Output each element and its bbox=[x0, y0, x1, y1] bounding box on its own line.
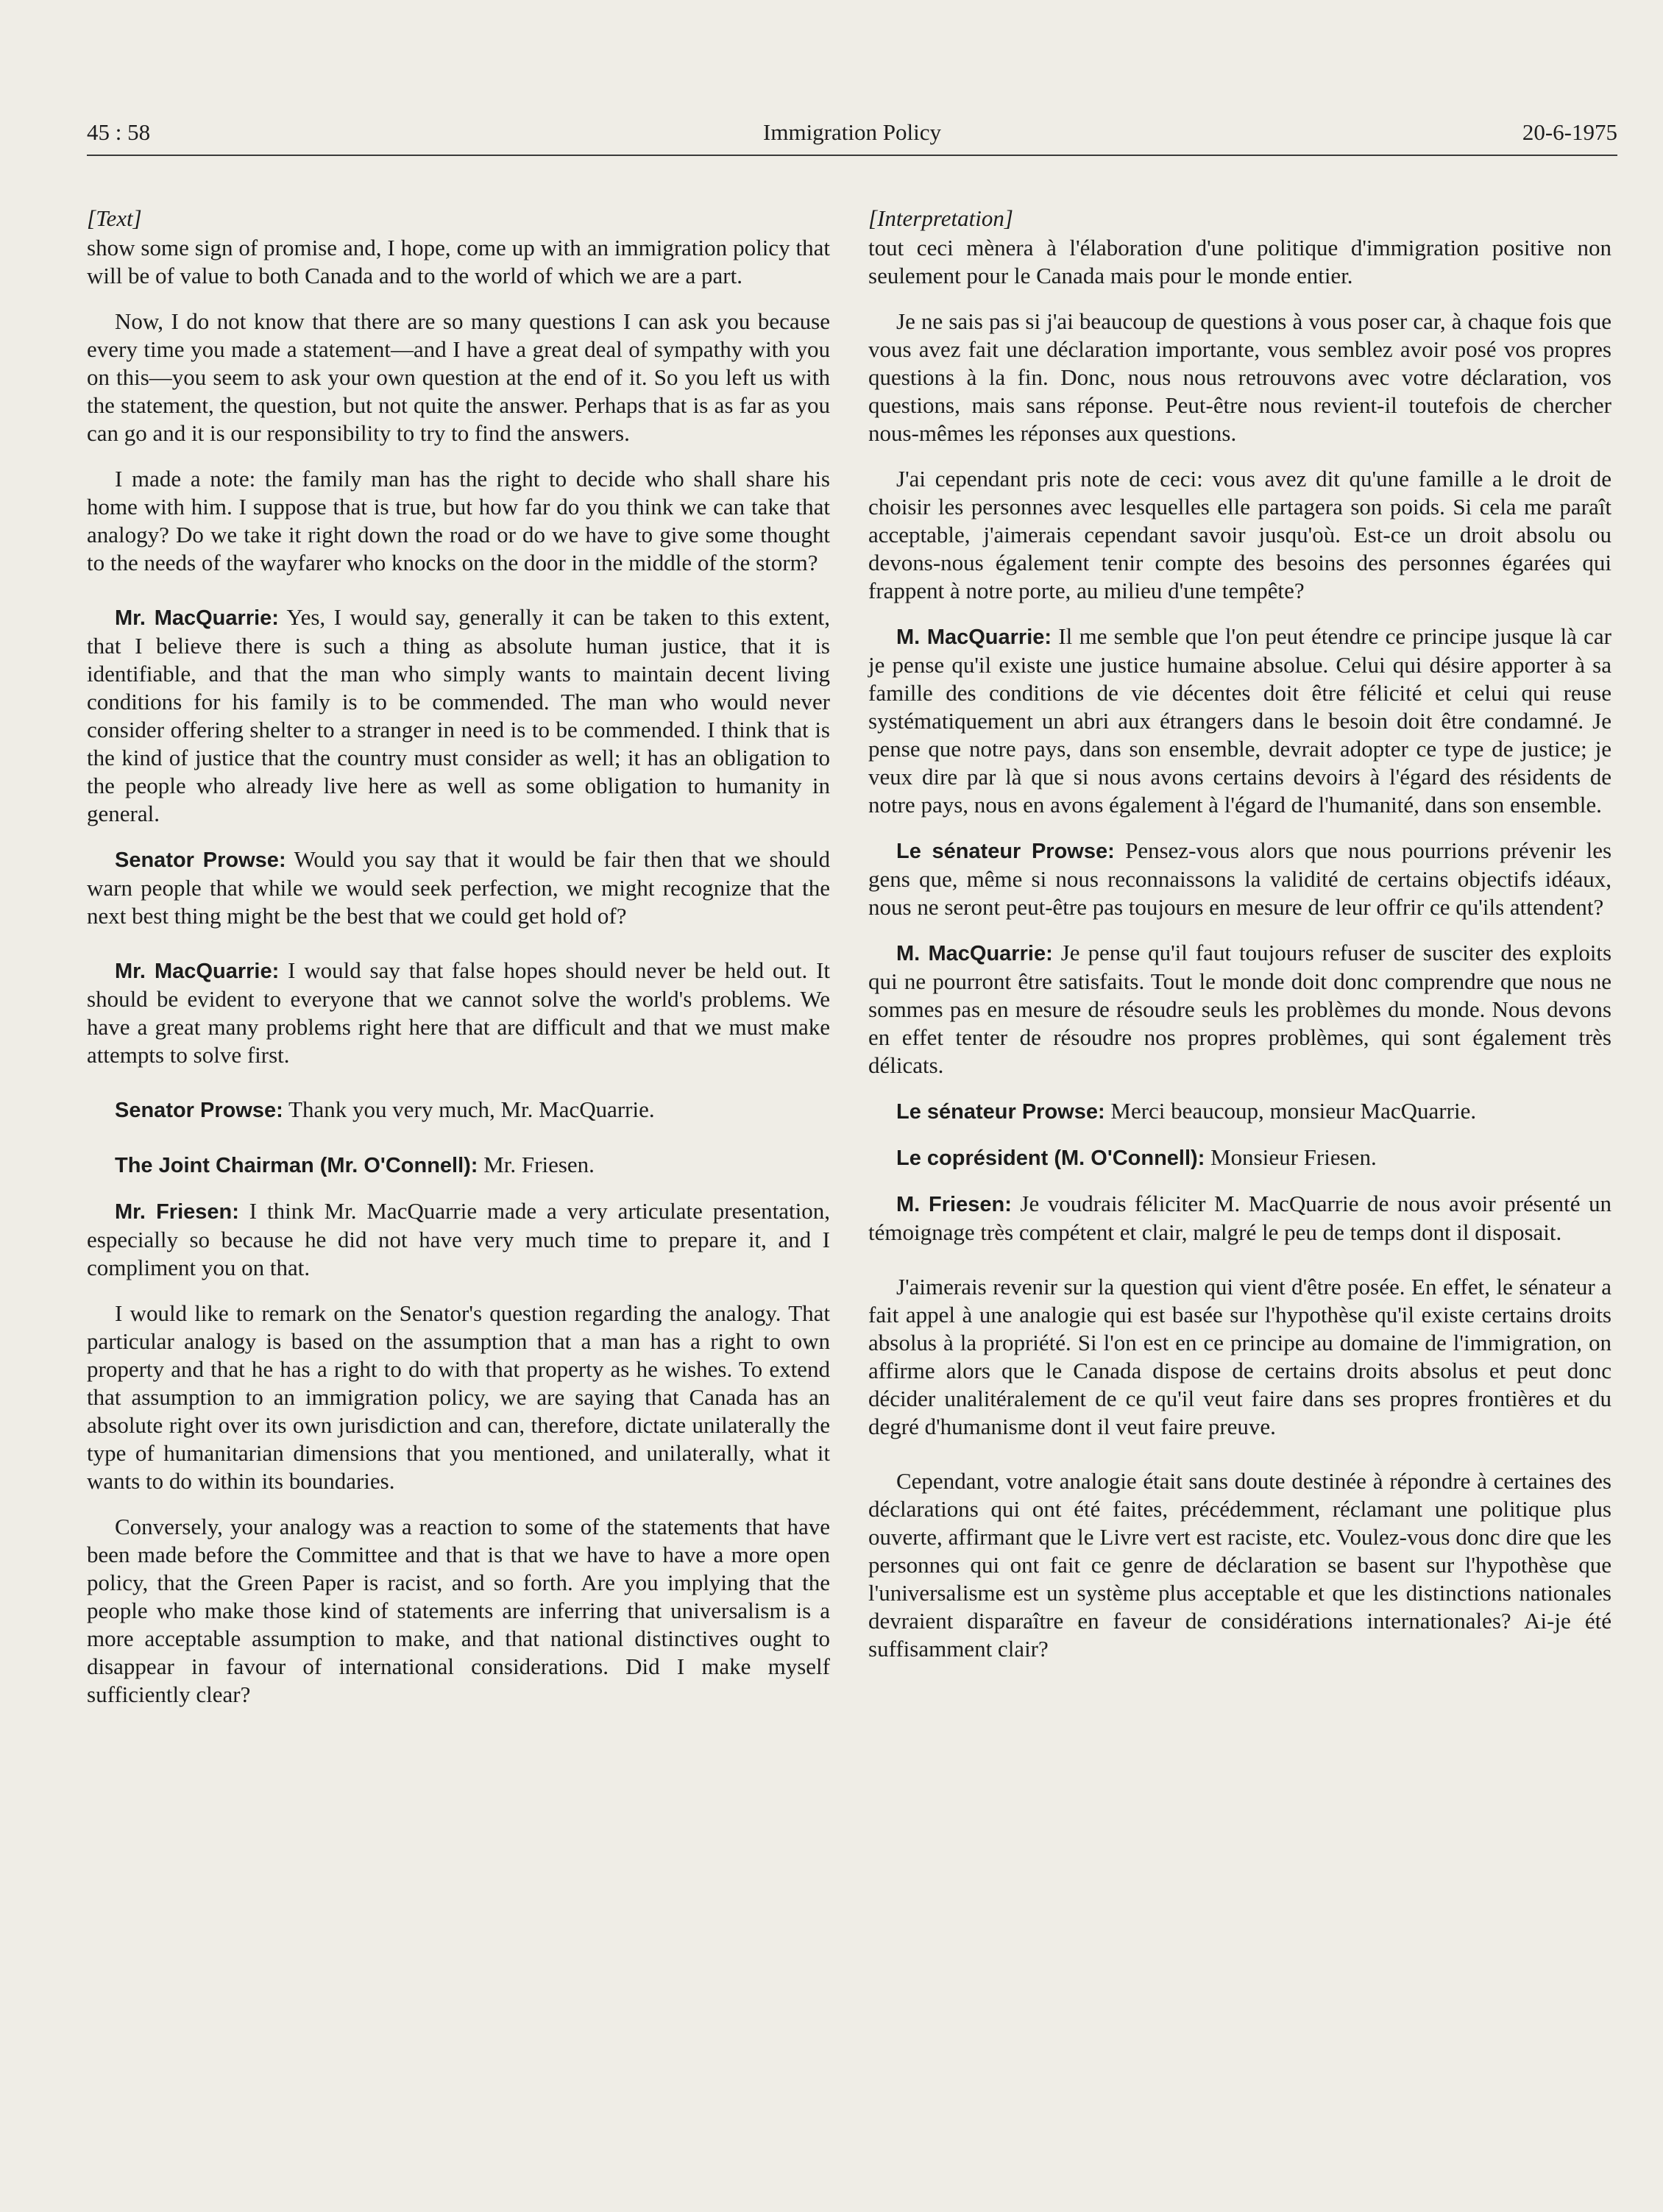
document-title: Immigration Policy bbox=[763, 119, 941, 145]
speaker-name: M. MacQuarrie: bbox=[896, 942, 1053, 965]
header-rule bbox=[87, 155, 1617, 156]
paragraph-text: I would like to remark on the Senator's question regarding the analogy. That particular analogy is based on the assumption that a man has a right to own property and that he has a right to do with that property as he wishes. To extend that assumption to an immigration policy, we are saying that Canada has an absolute right over its own jurisdiction and can, therefore, dictate unilaterally the type of humanitarian dimensions that you mentioned, and unilaterally, what it wants to do within its boundaries. bbox=[87, 1300, 830, 1494]
french-column-body bbox=[868, 234, 1611, 1663]
page-reference: 45 : 58 bbox=[87, 119, 151, 145]
transcript-paragraph bbox=[868, 1144, 1611, 1172]
paragraph-text: Je voudrais féliciter M. MacQuarrie de nous avoir présenté un témoignage très compétent et clair, malgré le peu de temps dont il disposait. bbox=[868, 1191, 1611, 1245]
transcript-paragraph bbox=[868, 465, 1611, 605]
speaker-name: Mr. MacQuarrie: bbox=[115, 960, 280, 983]
transcript-paragraph bbox=[87, 1513, 830, 1709]
transcript-paragraph bbox=[87, 308, 830, 447]
english-column-body bbox=[87, 234, 830, 1709]
transcript-paragraph bbox=[868, 1190, 1611, 1247]
speaker-name: M. Friesen: bbox=[896, 1193, 1012, 1216]
paragraph-text: Thank you very much, Mr. MacQuarrie. bbox=[288, 1096, 655, 1122]
paragraph-text: Je ne sais pas si j'ai beaucoup de questions à vous poser car, à chaque fois que vous avez fait une déclaration importante, vous semblez avoir posé vos propres questions à la fin. Donc, nous nous retrouvons avec votre déclaration, vos questions, mais sans réponse. Peut-être nous revient-il toutefois de chercher nous-mêmes les réponses aux questions. bbox=[868, 308, 1611, 446]
paragraph-text: I would say that false hopes should never be held out. It should be evident to everyone that we cannot solve the world's problems. We have a great many problems right here that are difficult and that we must make attempts to solve first. bbox=[87, 957, 831, 1068]
speaker-name: Senator Prowse: bbox=[115, 1099, 283, 1122]
speaker-name: The Joint Chairman (Mr. O'Connell): bbox=[115, 1154, 478, 1177]
transcript-paragraph bbox=[87, 1197, 830, 1282]
paragraph-text: Mr. Friesen. bbox=[483, 1152, 595, 1177]
document-date: 20-6-1975 bbox=[1522, 119, 1617, 145]
transcript-paragraph bbox=[868, 939, 1611, 1080]
speaker-name: Mr. MacQuarrie: bbox=[115, 606, 279, 630]
paragraph-text: Would you say that it would be fair then that we should warn people that while we would seek perfection, we might recognize that the next best thing might be the best that we could get hold of? bbox=[87, 846, 830, 929]
speaker-name: Le sénateur Prowse: bbox=[896, 1100, 1105, 1124]
transcript-paragraph bbox=[868, 837, 1611, 921]
column-label-text: [Text] bbox=[87, 205, 142, 231]
speaker-name: Senator Prowse: bbox=[115, 848, 286, 872]
paragraph-text: Conversely, your analogy was a reaction to some of the statements that have been made before the Committee and that is that we have to have a more open policy, that the Green Paper is racist, and so forth. Are you implying that the people who make those kind of statements are inferring that universalism is a more acceptable assumption to make, and that national distinctives ought to disappear in favour of international considerations. Did I make myself sufficiently clear? bbox=[87, 1514, 830, 1707]
transcript-paragraph bbox=[87, 465, 830, 577]
transcript-paragraph bbox=[87, 957, 830, 1069]
speaker-name: Mr. Friesen: bbox=[115, 1200, 239, 1224]
transcript-paragraph bbox=[868, 623, 1611, 819]
transcript-paragraph bbox=[87, 846, 830, 930]
transcript-paragraph bbox=[87, 603, 830, 828]
paragraph-text: J'ai cependant pris note de ceci: vous avez dit qu'une famille a le droit de choisir les personnes avec lesquelles elle partagera son poids. Si cela me paraît acceptable, j'aimerais cependant savoir jusqu'où. Est-ce un droit absolu ou devons-nous également tenir compte des besoins des personnes égarées qui frappent à notre porte, au milieu d'une tempête? bbox=[868, 466, 1611, 603]
paragraph-text: Il me semble que l'on peut étendre ce principe jusque là car je pense qu'il existe une justice humaine absolue. Celui qui désire apporter à sa famille des conditions de vie décentes doit être félicité et celui qui reuse systématiquement un abri aux étrangers dans le besoin doit être condamné. Je pense que notre pays, dans son ensemble, devrait adopter ce type de justice; je veux dire par là que si nous avons certains devoirs à l'égard des résidents de notre pays, nous en avons également à l'égard de l'humanité, dans son ensemble. bbox=[868, 623, 1611, 818]
column-label-interpretation: [Interpretation] bbox=[868, 205, 1013, 231]
speaker-name: M. MacQuarrie: bbox=[896, 625, 1052, 649]
french-column bbox=[868, 205, 1611, 1681]
english-column bbox=[87, 205, 830, 1726]
speaker-name: Le sénateur Prowse: bbox=[896, 840, 1115, 863]
paragraph-text: tout ceci mènera à l'élaboration d'une politique d'immigration positive non seulement pour le Canada mais pour le monde entier. bbox=[868, 235, 1611, 288]
paragraph-text: J'aimerais revenir sur la question qui vient d'être posée. En effet, le sénateur a fait appel à une analogie qui est basée sur l'hypothèse qu'il existe certains droits absolus à la propriété. Si l'on est en ce principe au domaine de l'immigration, on affirme alors que le Canada dispose de certains droits absolus et peut donc décider unalitéralement de ce qu'il veut faire dans ses propres frontières et du degré d'humanisme dont il veut faire preuve. bbox=[868, 1274, 1611, 1439]
paragraph-text: Je pense qu'il faut toujours refuser de susciter des exploits qui ne pourront être satisfaits. Tout le monde doit donc comprendre que nous ne sommes pas en mesure de résoudre seuls les problèmes du monde. Nous devons en effet tenter de résoudre nos propres problèmes, qui sont également très délicats. bbox=[868, 940, 1612, 1078]
transcript-paragraph bbox=[87, 1096, 830, 1124]
transcript-paragraph bbox=[868, 1273, 1611, 1441]
paragraph-text: Merci beaucoup, monsieur MacQuarrie. bbox=[1110, 1098, 1477, 1124]
paragraph-text: Monsieur Friesen. bbox=[1210, 1144, 1377, 1170]
transcript-paragraph bbox=[868, 308, 1611, 447]
paragraph-text: I think Mr. MacQuarrie made a very articulate presentation, especially so because he did not have very much time to prepare it, and I compliment you on that. bbox=[87, 1198, 831, 1280]
transcript-paragraph bbox=[87, 234, 830, 290]
page-header bbox=[87, 119, 1617, 155]
transcript-paragraph bbox=[868, 234, 1611, 290]
paragraph-text: Cependant, votre analogie était sans doute destinée à répondre à certaines des déclarations qui ont été faites, précédemment, réclamant une politique plus ouverte, affirmant que le Livre vert est raciste, etc. Voulez-vous donc dire que les personnes qui ont fait ce genre de déclaration se basent sur l'hypothèse que l'universalisme est un système plus acceptable et que les distinctions nationales devraient disparaître en faveur de considérations internationales? Ai-je été suffisamment clair? bbox=[868, 1468, 1611, 1662]
transcript-paragraph bbox=[868, 1097, 1611, 1126]
paragraph-text: Yes, I would say, generally it can be taken to this extent, that I believe there is such a thing as absolute human justice, that it is identifiable, and that the man who simply wants to maintain decent living conditions for his family is to be commended. The man who would never consider offering shelter to a stranger in need is to be commended. I think that is the kind of justice that the country must consider as well; it has an obligation to the people who already live here as well as some obligation to humanity in general. bbox=[87, 604, 830, 826]
paragraph-text: Now, I do not know that there are so many questions I can ask you because every time you made a statement—and I have a great deal of sympathy with you on this—you seem to ask your own question at the end of it. So you left us with the statement, the question, but not quite the answer. Perhaps that is as far as you can go and it is our responsibility to try to find the answers. bbox=[87, 308, 830, 446]
transcript-paragraph bbox=[87, 1151, 830, 1180]
paragraph-text: show some sign of promise and, I hope, come up with an immigration policy that will be of value to both Canada and to the world of which we are a part. bbox=[87, 235, 830, 288]
paragraph-text: Pensez-vous alors que nous pourrions prévenir les gens que, même si nous reconnaissons la validité de certains objectifs idéaux, nous ne seront peut-être pas toujours en mesure de leur offrir ce qu'ils attendent? bbox=[868, 837, 1612, 920]
transcript-paragraph bbox=[868, 1467, 1611, 1663]
paragraph-text: I made a note: the family man has the right to decide who shall share his home with him. I suppose that is true, but how far do you think we can take that analogy? Do we take it right down the road or do we have to give some thought to the needs of the wayfarer who knocks on the door in the middle of the storm? bbox=[87, 466, 830, 575]
transcript-paragraph bbox=[87, 1300, 830, 1495]
speaker-name: Le coprésident (M. O'Connell): bbox=[896, 1146, 1205, 1170]
